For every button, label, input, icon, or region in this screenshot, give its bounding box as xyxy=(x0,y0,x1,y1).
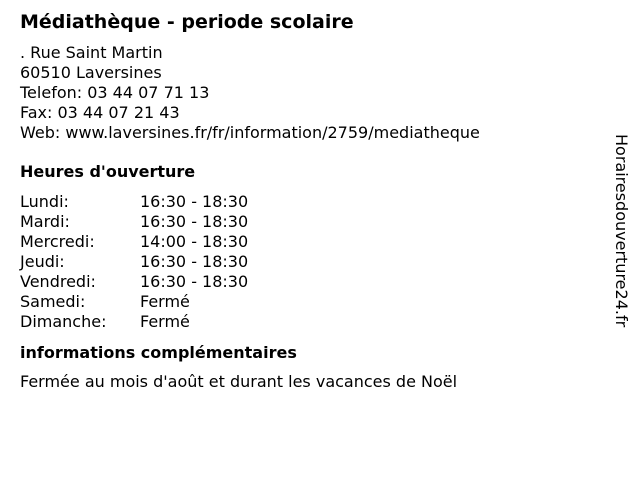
day-hours: Fermé xyxy=(140,292,190,311)
day-label: Dimanche: xyxy=(20,312,107,331)
fax-number: Fax: 03 44 07 21 43 xyxy=(20,103,180,122)
day-hours: Fermé xyxy=(140,312,190,331)
day-hours: 16:30 - 18:30 xyxy=(140,212,249,231)
main-content xyxy=(20,8,600,392)
phone-number: Telefon: 03 44 07 71 13 xyxy=(20,83,210,102)
hours-row-saturday xyxy=(20,292,600,312)
hours-row-monday xyxy=(20,192,600,212)
day-label: Lundi: xyxy=(20,192,69,211)
info-heading: informations complémentaires xyxy=(20,343,297,362)
day-label: Mercredi: xyxy=(20,232,95,251)
hours-table xyxy=(20,192,600,332)
hours-row-tuesday xyxy=(20,212,600,232)
website-link[interactable]: Web: www.laversines.fr/fr/information/2759/mediatheque xyxy=(20,123,480,142)
day-label: Jeudi: xyxy=(20,252,65,271)
day-label: Samedi: xyxy=(20,292,86,311)
page-title: Médiathèque - periode scolaire xyxy=(20,11,354,33)
day-hours: 16:30 - 18:30 xyxy=(140,272,249,291)
day-hours: 16:30 - 18:30 xyxy=(140,252,249,271)
address-city: 60510 Laversines xyxy=(20,63,162,82)
day-hours: 14:00 - 18:30 xyxy=(140,232,249,251)
site-watermark: Horairesdouverture24.fr xyxy=(612,134,631,328)
address-block xyxy=(20,43,600,143)
hours-row-sunday xyxy=(20,312,600,332)
hours-heading: Heures d'ouverture xyxy=(20,162,196,181)
address-street: . Rue Saint Martin xyxy=(20,43,163,62)
hours-row-wednesday xyxy=(20,232,600,252)
hours-row-thursday xyxy=(20,252,600,272)
info-text: Fermée au mois d'août et durant les vacances de Noël xyxy=(20,372,458,391)
day-hours: 16:30 - 18:30 xyxy=(140,192,249,211)
hours-row-friday xyxy=(20,272,600,292)
day-label: Mardi: xyxy=(20,212,70,231)
day-label: Vendredi: xyxy=(20,272,96,291)
